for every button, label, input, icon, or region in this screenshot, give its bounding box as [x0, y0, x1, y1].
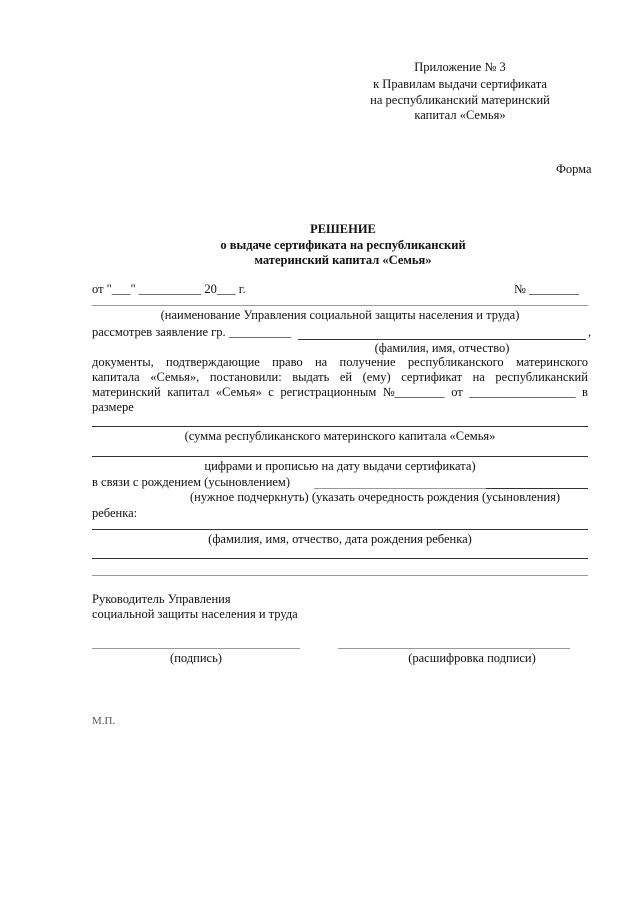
fio-caption: (фамилия, имя, отчество): [374, 341, 510, 355]
word: «Семья»,: [150, 370, 200, 384]
birth-order-line-b: [486, 488, 588, 489]
word: (ему): [362, 370, 391, 384]
birth-caption: (нужное подчеркнуть) (указать очередность рождения (усыновления): [190, 490, 561, 504]
paragraph-line-2: [92, 370, 588, 385]
word: постановили:: [209, 370, 282, 384]
word: капитал: [167, 385, 210, 399]
child-line: [92, 529, 588, 530]
reviewed-label: рассмотрев заявление гр. __________: [92, 325, 292, 339]
word: с: [268, 385, 274, 399]
extra-line-2: [92, 575, 588, 576]
word: подтверждающие: [166, 355, 260, 369]
appendix-line-4: капитал «Семья»: [414, 108, 506, 122]
title-line-2: о выдаче сертификата на республиканский: [220, 238, 466, 252]
birth-order-line-a: [314, 488, 486, 489]
word: капитала: [92, 370, 140, 384]
word: на: [314, 355, 328, 369]
signature-line: [92, 648, 300, 649]
word: сертификат: [401, 370, 463, 384]
stamp-place: М.П.: [92, 715, 116, 727]
date-field: от "___" __________ 20___ г.: [92, 282, 246, 296]
department-caption: (наименование Управления социальной защиты населения и труда): [160, 308, 520, 322]
extra-line-1: [92, 558, 588, 559]
paragraph-line-1: [92, 355, 588, 370]
word: регистрационным: [280, 385, 377, 399]
paragraph-line-4: размере: [92, 400, 134, 414]
signature-decode-caption: (расшифровка подписи): [408, 651, 536, 665]
signer-role-line-2: социальной защиты населения и труда: [92, 607, 298, 621]
signer-role-line-1: Руководитель Управления: [92, 592, 231, 606]
signature-caption: (подпись): [170, 651, 222, 665]
word: материнский: [92, 385, 161, 399]
word: «Семья»: [215, 385, 262, 399]
paragraph-line-3: [92, 385, 588, 400]
signature-decode-line: [338, 648, 570, 649]
word: на: [472, 370, 485, 384]
word: в: [582, 385, 588, 399]
sum-line: [92, 426, 588, 427]
appendix-line-3: на республиканский материнский: [370, 93, 550, 107]
sum-caption: (сумма республиканского материнского капитала «Семья»: [184, 429, 496, 443]
word: материнского: [515, 355, 588, 369]
word: выдать: [292, 370, 330, 384]
appendix-line-2: к Правилам выдачи сертификата: [373, 77, 547, 91]
word: документы,: [92, 355, 154, 369]
title-line-3: материнский капитал «Семья»: [254, 253, 432, 267]
appendix-line-1: Приложение № 3: [414, 60, 506, 74]
word: ей: [339, 370, 353, 384]
sum-words-line: [92, 456, 588, 457]
word: №________: [382, 385, 445, 399]
digits-caption: цифрами и прописью на дату выдачи сертификата): [204, 459, 476, 473]
word: республиканский: [495, 370, 588, 384]
form-label: Форма: [556, 162, 592, 176]
number-field: № ________: [514, 282, 580, 296]
birth-prefix: в связи с рождением (усыновлением): [92, 475, 291, 489]
word: получение: [339, 355, 396, 369]
child-caption: (фамилия, имя, отчество, дата рождения ребенка): [208, 532, 472, 546]
title-line-1: РЕШЕНИЕ: [310, 222, 376, 236]
applicant-name-line: [298, 339, 586, 340]
word: от: [451, 385, 463, 399]
word: право: [272, 355, 303, 369]
comma: ,: [588, 325, 592, 339]
word: республиканского: [407, 355, 504, 369]
department-line: [92, 305, 588, 306]
word: _________________: [469, 385, 576, 399]
child-label: ребенка:: [92, 506, 138, 520]
